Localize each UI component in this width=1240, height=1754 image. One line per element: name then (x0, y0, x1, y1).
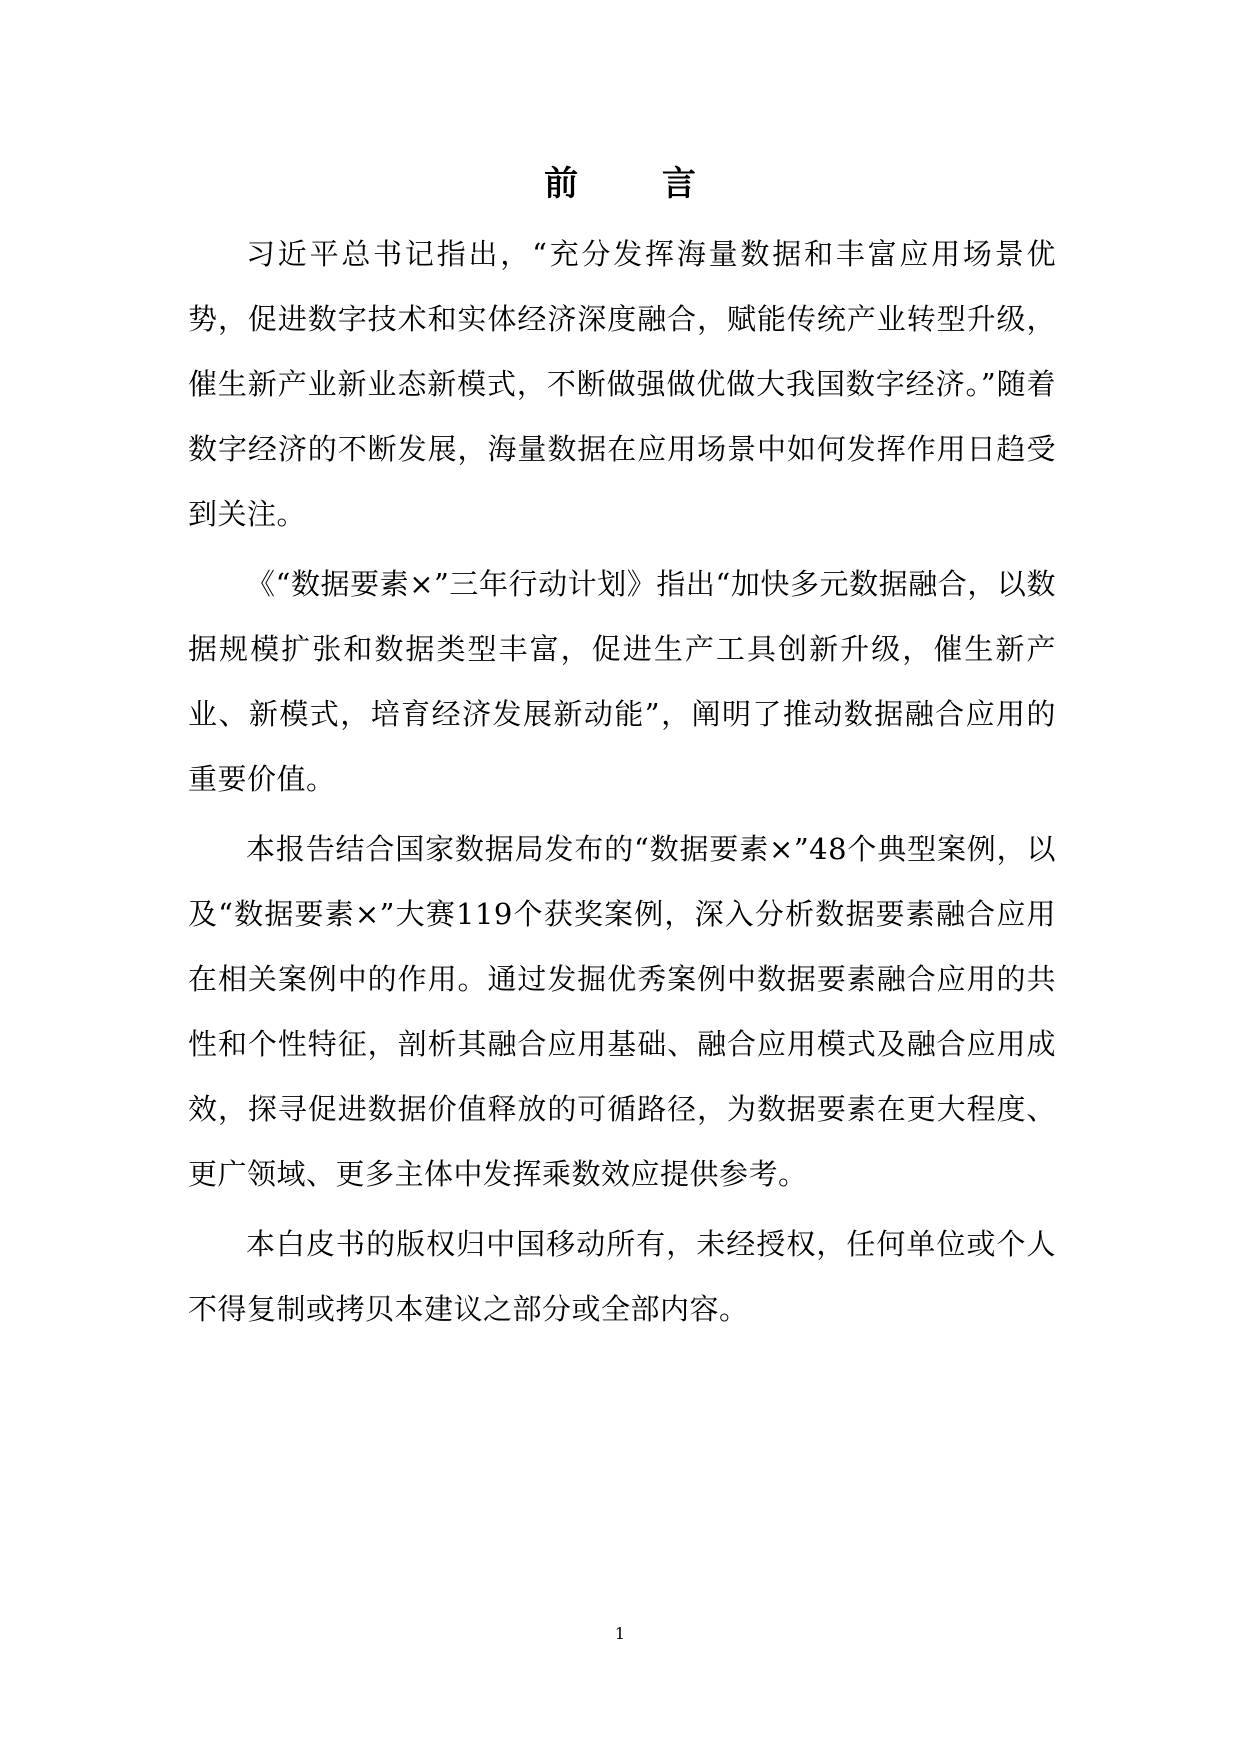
paragraph-2: 《“数据要素×”三年行动计划》指出“加快多元数据融合，以数据规模扩张和数据类型丰富，促进生产工具创新升级，催生新产业、新模式，培育经济发展新动能”，阐明了推动数据融合应用的重要价值。 (188, 567, 1056, 796)
paragraph-1: 习近平总书记指出，“充分发挥海量数据和丰富应用场景优势，促进数字技术和实体经济深度融合，赋能传统产业转型升级，催生新产业新业态新模式，不断做强做优做大我国数字经济。”随着数字经济的不断发展，海量数据在应用场景中如何发挥作用日趋受到关注。 (188, 237, 1056, 531)
page-title: 前 言 (544, 164, 732, 204)
paragraph-3: 本报告结合国家数据局发布的“数据要素×”48个典型案例，以及“数据要素×”大赛119个获奖案例，深入分析数据要素融合应用在相关案例中的作用。通过发掘优秀案例中数据要素融合应用的共性和个性特征，剖析其融合应用基础、融合应用模式及融合应用成效，探寻促进数据价值释放的可循路径，为数据要素在更大程度、更广领域、更多主体中发挥乘数效应提供参考。 (188, 832, 1056, 1191)
paragraph-4: 本白皮书的版权归中国移动所有，未经授权，任何单位或个人不得复制或拷贝本建议之部分或全部内容。 (188, 1227, 1056, 1326)
page-number: 1 (614, 1624, 626, 1643)
preface-body (188, 222, 1056, 1347)
